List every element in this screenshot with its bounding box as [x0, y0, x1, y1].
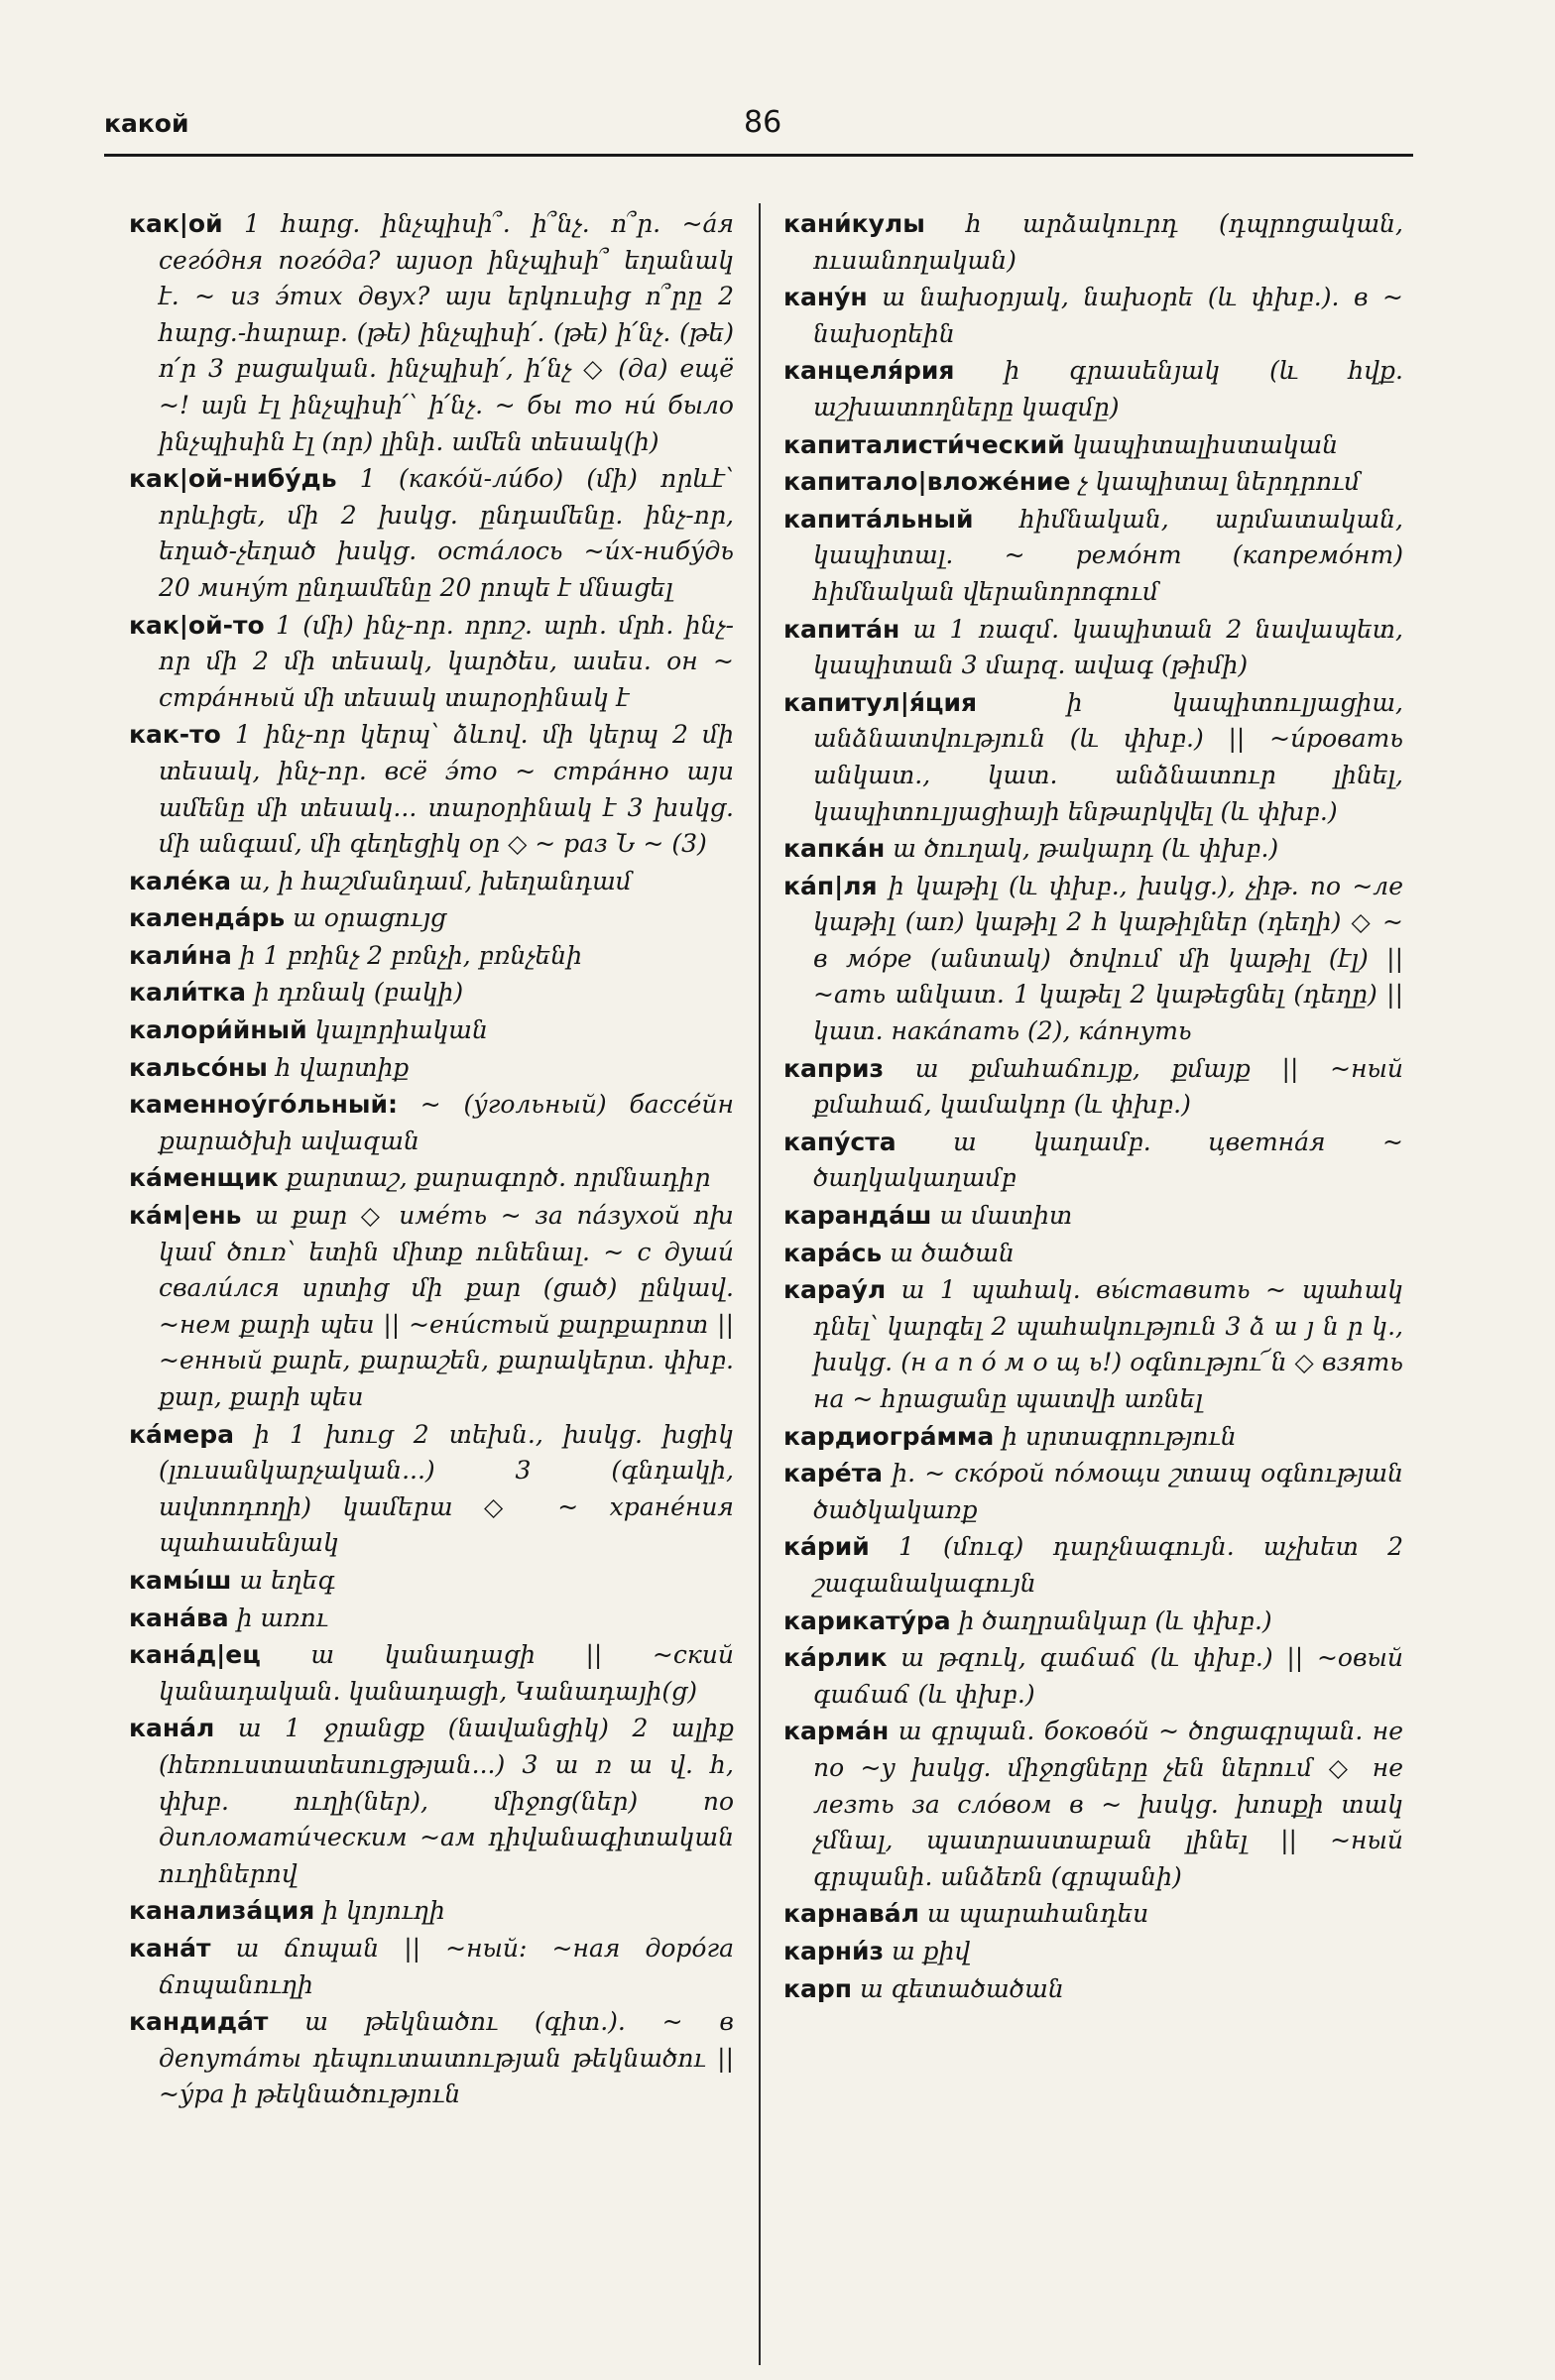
column-divider: [759, 203, 761, 2365]
dictionary-entry: [783, 280, 1403, 352]
entry-text: 1 հարց. ինչպիսի՞. ի՞նչ. ո՞ր. ~а́я сего́дня пого́да? այսօր ինչպիսի՞ եղանակ է. ~ из э́тих двух? այս երկուսից ո՞րը 2 հարց.-հարաբ. (թե) ինչպիսի՛. (թե) ի՛նչ. (թե) ո՛ր 3 բացական. ինչպիսի՛, ի՛նչ ◇ (да) ещё ~! այն էլ ինչպիսի՛՝ ի՛նչ. ~ бы то ни́ было ինչպիսին էլ (որ) լինի. ամեն տեսակ(ի): [159, 209, 734, 456]
entry-text: 1 (како́й-ли́бо) (մի) որևէ՝ որևիցե, մի 2 խսկց. ընդամենը. ինչ-որ, եղած-չեղած խսկց. оста́лось ~и́х-нибу́дь 20 мину́т ընդամենը 20 րոպե է մնացել: [159, 464, 734, 602]
entry-text: ա գրպան. боково́й ~ ծոցագրպան. не по ~у խսկց. միջոցները չեն ներում ◇ не лезть за сло́вом в ~ խսկց. խոսքի տակ չմնալ, պատրաստաբան լինել || ~ный գրպանի. անձեռն (գրպանի): [813, 1717, 1404, 1891]
entry-text: ա 1 ռազմ. կապիտան 2 նավապետ, կապիտան 3 մարզ. ավագ (թիմի): [813, 614, 1403, 680]
entry-headword: как-то: [129, 720, 221, 750]
entry-text: ի 1 բռինչ 2 բռնչի, բռնչենի: [239, 940, 583, 970]
entry-text: ի. ~ ско́рой по́мощи շտապ օգնության ծածկակառք: [813, 1459, 1404, 1524]
dictionary-entry: [129, 1931, 734, 2003]
entry-text: ի կապիտուլյացիա, անձնատվություն (և փխբ.) || ~и́ровать անկատ., կատ. անձնատուր լինել, կապիտուլյացիայի ենթարկվել (և փխբ.): [813, 687, 1404, 826]
dictionary-entry: [783, 1896, 1403, 1933]
entry-headword: камы́ш: [129, 1565, 232, 1595]
dictionary-entry: [129, 1087, 734, 1159]
entry-text: 1 (մի) ինչ-որ. որոշ. արհ. մրհ. ինչ-որ մի 2 մի տեսակ, կարծես, ասես. он ~ стра́нный մի տեսակ տարօրինակ է: [159, 610, 734, 712]
entry-headword: карма́н: [783, 1717, 890, 1746]
dictionary-entry: [783, 1456, 1403, 1528]
dictionary-entry: [783, 1051, 1403, 1124]
entry-headword: капиталисти́ческий: [783, 429, 1065, 459]
entry-text: ա ծածան: [890, 1238, 1015, 1267]
dictionary-entry: [129, 900, 734, 937]
dictionary-entry: [129, 1050, 734, 1087]
dictionary-entry: [783, 464, 1403, 501]
dictionary-entry: [783, 1934, 1403, 1970]
entry-headword: кали́тка: [129, 978, 246, 1008]
dictionary-entry: [129, 717, 734, 862]
dictionary-entry: [129, 938, 734, 975]
entry-headword: ка́п|ля: [783, 871, 878, 900]
dictionary-entry: [783, 831, 1403, 868]
dictionary-entry: [783, 1419, 1403, 1456]
entry-headword: ка́м|ень: [129, 1201, 242, 1231]
left-column: [129, 206, 734, 2114]
entry-text: ա քար ◇ име́ть ~ за па́зухой ոխ կամ ծուռ՝ ետին միտք ունենալ. ~ с души́ свали́лся սրտից մի քար (ցած) ընկավ. ~нем քարի պես || ~ени́стый քարքարոտ || ~енный քարե, քարաշեն, քարակերտ. փխբ. քար, քարի պես: [159, 1201, 734, 1411]
dictionary-entry: [783, 1236, 1403, 1272]
entry-text: ի սրտագրություն: [1002, 1421, 1237, 1451]
entry-headword: каприз: [783, 1053, 885, 1083]
entry-text: ա ծուղակ, թակարդ (և փխբ.): [893, 834, 1279, 864]
entry-text: ա 1 ջրանցք (նավանցիկ) 2 ալիք (հեռուստատեսուցթյան...) 3 ա ռ ա վ. հ, փխբ. ուղի(ներ), միջոց(ներ) по дипломати́ческим ~ам դիվանագիտական ուղիներով: [159, 1714, 734, 1888]
entry-headword: каранда́ш: [783, 1201, 932, 1231]
dictionary-entry: [129, 1893, 734, 1930]
entry-headword: канцеля́рия: [783, 356, 955, 386]
entry-text: ի կոյուղի: [322, 1896, 445, 1926]
entry-text: ա կանադացի || ~ский կանադական. կանադացի, Կանադայի(ց): [159, 1640, 734, 1706]
dictionary-entry: [783, 353, 1403, 425]
entry-text: ա գետածածան: [859, 1973, 1064, 2003]
entry-headword: календа́рь: [129, 903, 286, 933]
dictionary-entry: [129, 1637, 734, 1710]
entry-headword: кана́т: [129, 1933, 211, 1963]
dictionary-entry: [783, 1198, 1403, 1235]
entry-text: ա թզուկ, գաճաճ (և փխբ.) || ~овый գաճաճ (և փխբ.): [813, 1643, 1403, 1709]
entry-headword: капитул|я́ция: [783, 687, 978, 717]
entry-headword: карикату́ра: [783, 1606, 951, 1635]
right-column: [783, 206, 1403, 2008]
dictionary-entry: [129, 864, 734, 900]
dictionary-entry: [783, 869, 1403, 1050]
entry-text: ա քմահաճույք, քմայք || ~ный քմահաճ, կամակոր (և փխբ.): [813, 1053, 1404, 1120]
entry-text: չ կապիտալ ներդրում: [1078, 467, 1361, 497]
entry-text: ա կաղամբ. цветна́я ~ ծաղկակաղամբ: [813, 1127, 1403, 1193]
entry-text: ա թեկնածու (գիտ.). ~ в депута́ты դեպուտատության թեկնածու || ~у́ра ի թեկնածություն: [159, 2007, 734, 2109]
entry-text: ի ծաղրանկար (և փխբ.): [958, 1606, 1272, 1635]
entry-headword: кара́сь: [783, 1238, 883, 1267]
entry-headword: карау́л: [783, 1275, 887, 1305]
dictionary-entry: [129, 1711, 734, 1892]
entry-headword: карнава́л: [783, 1899, 919, 1929]
dictionary-entry: [783, 502, 1403, 611]
dictionary-entry: [129, 608, 734, 717]
entry-headword: капитало|вложе́ние: [783, 467, 1071, 497]
entry-headword: кардиогра́мма: [783, 1421, 995, 1451]
entry-text: ա եղեգ: [239, 1565, 335, 1595]
dictionary-entry: [129, 1417, 734, 1562]
dictionary-entry: [783, 1604, 1403, 1640]
entry-headword: ка́рий: [783, 1532, 870, 1562]
entry-text: ա պարահանդես: [926, 1899, 1149, 1929]
entry-headword: кана́л: [129, 1714, 215, 1743]
entry-text: կալորիական: [314, 1015, 488, 1045]
entry-text: ա ճոպան || ~ный: ~ная доро́га ճոպանուղի: [159, 1933, 734, 1999]
dictionary-entry: [783, 427, 1403, 464]
dictionary-entry: [783, 206, 1403, 279]
entry-headword: канализа́ция: [129, 1896, 315, 1926]
entry-headword: кана́д|ец: [129, 1640, 261, 1670]
entry-headword: карни́з: [783, 1936, 885, 1965]
entry-headword: ка́рлик: [783, 1643, 888, 1673]
entry-headword: как|ой-то: [129, 610, 265, 640]
entry-headword: капита́н: [783, 614, 900, 644]
dictionary-entry: [129, 1198, 734, 1416]
entry-headword: кальсо́ны: [129, 1052, 268, 1082]
entry-text: ա նախօրյակ, նախօրե (և փխբ.). в ~ նախօրեին: [813, 283, 1404, 348]
entry-text: 1 (մուգ) դարչնագույն. աչխետ 2 շագանակագույն: [813, 1532, 1403, 1598]
entry-headword: как|ой: [129, 209, 223, 238]
dictionary-entry: [129, 975, 734, 1012]
entry-text: քարտաշ, քարագործ. որմնադիր: [286, 1163, 711, 1193]
dictionary-entry: [129, 1601, 734, 1637]
dictionary-entry: [783, 1272, 1403, 1417]
entry-headword: капка́н: [783, 834, 886, 864]
dictionary-entry: [129, 1160, 734, 1197]
entry-text: ա քիվ: [892, 1936, 971, 1965]
entry-text: հիմնական, արմատական, կապիտալ. ~ ремо́нт (капремо́нт) հիմնական վերանորոգում: [813, 504, 1403, 606]
entry-headword: кани́кулы: [783, 209, 925, 238]
entry-headword: капита́льный: [783, 504, 974, 534]
entry-text: կապիտալիստական: [1072, 429, 1339, 459]
entry-text: ի կաթիլ (և փխբ., խսկց.), չիթ. по ~ле կաթիլ (առ) կաթիլ 2 հ կաթիլներ (դեղի) ◇ ~ в мо́ре (անտակ) ծովում մի կաթիլ (էլ) || ~ать անկատ. 1 կաթել 2 կաթեցնել (դեղը) || կատ. нака́пать (2), ка́пнуть: [813, 871, 1404, 1046]
entry-headword: карп: [783, 1973, 853, 2003]
dictionary-entry: [129, 206, 734, 460]
entry-headword: капу́ста: [783, 1127, 897, 1156]
dictionary-entry: [129, 461, 734, 606]
dictionary-entry: [783, 612, 1403, 684]
dictionary-entry: [783, 1640, 1403, 1713]
entry-headword: кану́н: [783, 283, 868, 312]
entry-text: ա մատիտ: [939, 1201, 1073, 1231]
running-headword: какой: [104, 109, 189, 138]
dictionary-entry: [783, 1714, 1403, 1895]
dictionary-entry: [783, 1529, 1403, 1602]
dictionary-entry: [783, 685, 1403, 830]
entry-text: ~ (у́гольный) бассе́йн քարածխի ավազան: [159, 1090, 734, 1155]
entry-headword: каре́та: [783, 1459, 884, 1488]
dictionary-entry: [129, 1563, 734, 1600]
entry-headword: кандида́т: [129, 2007, 269, 2037]
entry-text: 1 ինչ-որ կերպ՝ ձևով. մի կերպ 2 մի տեսակ, ինչ-որ. всё э́то ~ стра́нно այս ամենը մի տեսակ... տարօրինակ է 3 խսկց. մի անգամ, մի գեղեցիկ օր ◇ ~ раз Ն ~ (3): [159, 720, 734, 859]
dictionary-entry: [129, 2004, 734, 2113]
entry-text: ա 1 պահակ. вы́ставить ~ պահակ դնել՝ կարգել 2 պահակություն 3 ձ ա յ ն ր կ., խսկց. (н а п о́ м о щ ь!) օգնությու՜ն ◇ взять на ~ հրացանը պատվի առնել: [813, 1275, 1403, 1413]
dictionary-entry: [129, 1012, 734, 1049]
entry-headword: кале́ка: [129, 866, 231, 895]
dictionary-entry: [783, 1125, 1403, 1197]
entry-headword: калори́йный: [129, 1015, 307, 1045]
entry-text: հ արձակուրդ (դպրոցական, ուսանողական): [813, 209, 1403, 275]
entry-text: ա օրացույց: [293, 903, 446, 933]
entry-headword: как|ой-нибу́дь: [129, 464, 337, 494]
entry-headword: кана́ва: [129, 1603, 229, 1632]
entry-headword: кали́на: [129, 940, 232, 970]
entry-headword: ка́мера: [129, 1419, 234, 1449]
entry-text: ի 1 խուց 2 տեխն., խսկց. խցիկ (լուսանկարչական...) 3 (գնդակի, ավտոդողի) կամերա ◇ ~ хране́ния պահասենյակ: [159, 1419, 734, 1558]
entry-text: ի գրասենյակ (և հվք. աշխատողները կազմը): [813, 356, 1404, 421]
entry-text: ա, ի հաշմանդամ, խեղանդամ: [238, 866, 632, 895]
entry-headword: каменноу́го́льный:: [129, 1090, 398, 1120]
dictionary-entry: [783, 1971, 1403, 2008]
header-rule: [104, 154, 1413, 157]
entry-text: հ վարտիք: [275, 1052, 410, 1082]
entry-text: ի դռնակ (բակի): [253, 978, 464, 1008]
page-number: 86: [744, 105, 782, 140]
running-header: [104, 105, 1413, 149]
entry-text: ի առու: [236, 1603, 328, 1632]
entry-headword: ка́менщик: [129, 1163, 279, 1193]
